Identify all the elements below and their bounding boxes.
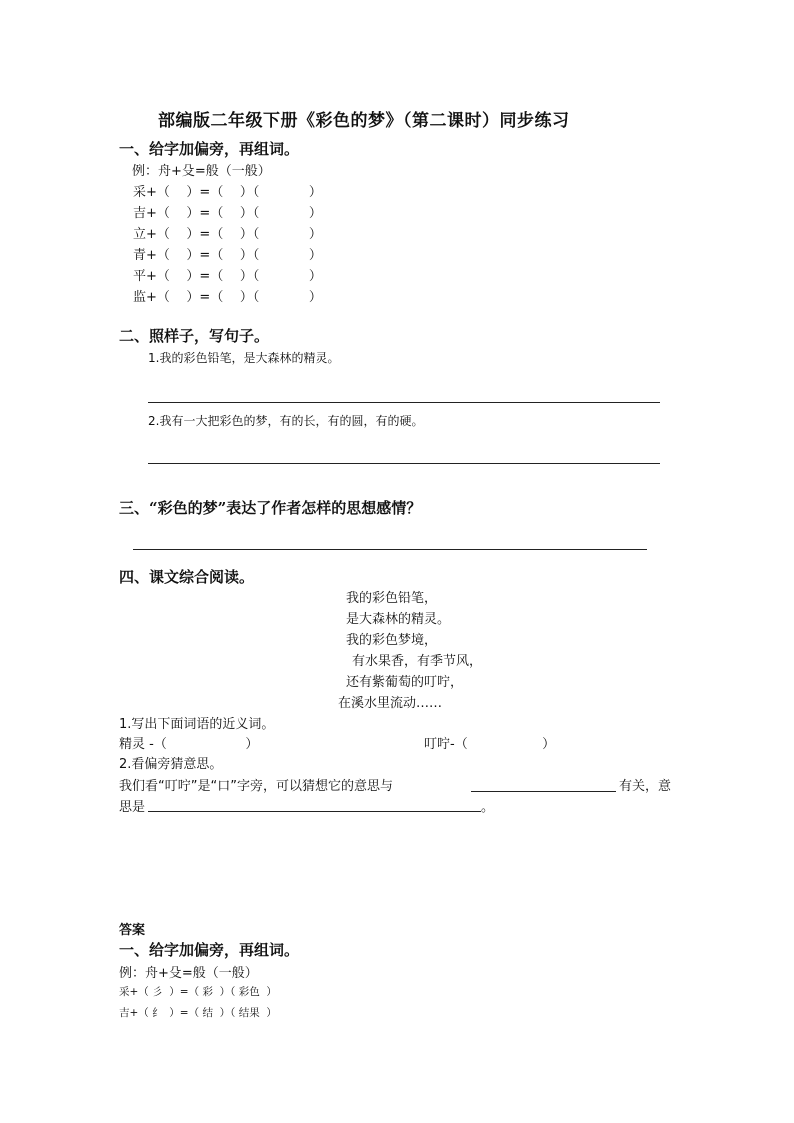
section1-example: 例：舟+殳=般（一般） — [132, 164, 271, 179]
answer-line-1 — [148, 402, 660, 403]
reading-q2-line1-end: 有关，意 — [619, 779, 672, 794]
fill-blank-2 — [148, 811, 481, 812]
reading-question-1: 1.写出下面词语的近义词。 — [119, 717, 275, 732]
section2-question-1: 1.我的彩色铅笔，是大森林的精灵。 — [148, 351, 340, 365]
poem-line: 我的彩色梦境， — [346, 633, 438, 648]
reading-q2-line2-text: 思是 — [119, 800, 146, 815]
poem-line: 还有紫葡萄的叮咛， — [346, 675, 464, 690]
reading-q2-line1-text: 我们看“叮咛”是“口”字旁，可以猜想它的意思与 — [119, 779, 393, 794]
fill-blank-1 — [471, 791, 616, 792]
section2-question-2: 2.我有一大把彩色的梦，有的长，有的圆，有的硬。 — [148, 414, 424, 428]
section1-row: 立+（ ）=（ ）（ ） — [133, 227, 322, 242]
section4-heading: 四、课文综合阅读。 — [119, 568, 255, 586]
synonym-blank-dingning: 叮咛-（ ） — [424, 737, 556, 752]
section1-row: 采+（ ）=（ ）（ ） — [133, 185, 322, 200]
answer-line-3 — [133, 549, 647, 550]
answers-row: 吉+（ 纟 ）=（ 结 ）（ 结果 ） — [119, 1007, 277, 1019]
section1-heading: 一、给字加偏旁，再组词。 — [119, 140, 300, 158]
section1-row: 监+（ ）=（ ）（ ） — [133, 290, 322, 305]
poem-line: 是大森林的精灵。 — [346, 612, 451, 627]
answer-line-2 — [148, 463, 660, 464]
poem-line: 有水果香，有季节风， — [352, 654, 483, 669]
answers-label: 答案 — [119, 923, 146, 938]
section1-row: 平+（ ）=（ ）（ ） — [133, 269, 322, 284]
section1-row: 吉+（ ）=（ ）（ ） — [133, 206, 322, 221]
answers-heading: 一、给字加偏旁，再组词。 — [119, 941, 300, 959]
reading-question-2: 2.看偏旁猜意思。 — [119, 757, 223, 772]
page-title: 部编版二年级下册《彩色的梦》（第二课时）同步练习 — [158, 111, 570, 131]
answers-example: 例：舟+殳=般（一般） — [119, 966, 258, 981]
synonym-blank-jingling: 精灵 -（ ） — [119, 737, 259, 752]
section3-heading: 三、“彩色的梦”表达了作者怎样的思想感情？ — [119, 499, 422, 517]
answers-row: 采+（ 彡 ）=（ 彩 ）（ 彩色 ） — [119, 986, 277, 998]
poem-line: 在溪水里流动…… — [338, 696, 443, 711]
poem-line: 我的彩色铅笔， — [346, 591, 438, 606]
section2-heading: 二、照样子，写句子。 — [119, 327, 270, 345]
section1-row: 青+（ ）=（ ）（ ） — [133, 248, 322, 263]
reading-q2-line2-end: 。 — [481, 800, 495, 815]
